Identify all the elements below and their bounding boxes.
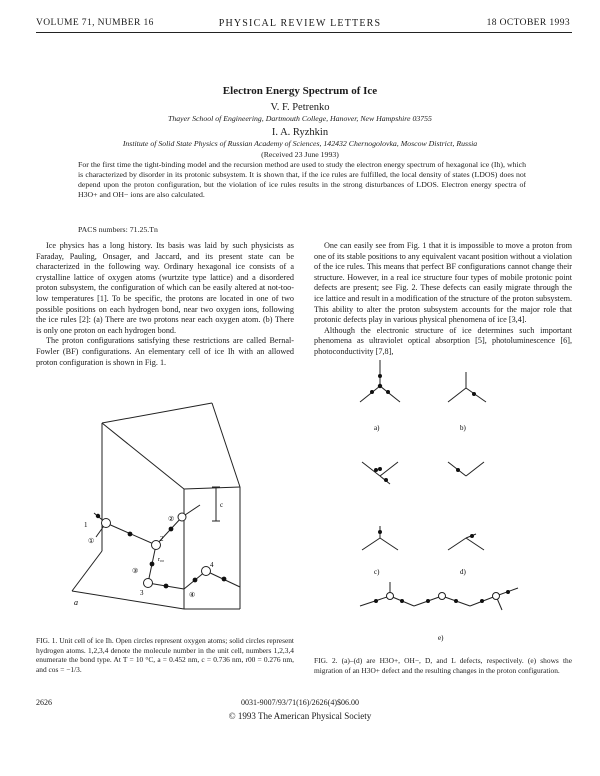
hydrogen-atom [150,562,155,567]
oxygen-atom [387,593,394,600]
panel-label: c) [374,568,380,576]
hydrogen-atom [378,530,382,534]
hydrogen-atom [384,478,388,482]
affiliation-2: Institute of Solid State Physics of Russian Academy of Sciences, 142432 Chernogolovka, Moscow District, Russia [122,139,478,148]
hydrogen-atom [378,467,382,471]
hydrogen-atom [164,584,169,589]
pacs-numbers: PACS numbers: 71.25.Tn [78,225,158,234]
label-r00: r₀₀ [158,557,165,563]
author-1: V. F. Petrenko [270,102,330,113]
abstract: For the first time the tight-binding model and the recursion method are used to study the electron energy spectrum of hexagonal ice (Ih), which is characterized by disorder in its protonic subsystem. It is shown that, if the ice rules are fulfilled, the local density of states (LDOS) does not depend upon the proton configuration, but the violation of ice rules results in the strong disturbances of LDOS. Electron energy spectra of H3O+ and OH− ions are also calculated. [78,160,526,199]
bond-label: ④ [189,591,196,599]
figure-2-defects [330,352,560,650]
left-column-text [36,241,294,368]
figure-1-caption: FIG. 1. Unit cell of ice Ih. Open circles represent oxygen atoms; solid circles represent hydrogen atoms. 1,2,3,4 denote the molecule number in the unit cell, numbers 1,2,3,4 enumerate the bond type. At T = 10 °C, a = 0.452 nm, c = 0.736 nm, r00 = 0.276 nm, and cos = −1/3. [36,636,294,674]
affiliation-1: Thayer School of Engineering, Dartmouth College, Hanover, New Hampshire 03755 [168,114,432,123]
volume-number: VOLUME 71, NUMBER 16 [36,18,154,28]
panel-label: a) [374,424,380,432]
label-c: c [220,501,224,509]
right-column-text [314,241,572,358]
issue-date: 18 OCTOBER 1993 [486,18,570,28]
hydrogen-atom [470,534,474,538]
hydrogen-atom [426,599,430,603]
hydrogen-atom [374,599,378,603]
paragraph: One can easily see from Fig. 1 that it is impossible to move a proton from one of its stable positions to any equivalent vacant position without a violation of the ice rules. This means that perfect BF configurations cannot change their structure. However, in a real ice structure four types of mobile protonic point defects are present; see Fig. 2. These defects can easily migrate through the ice lattice and result in a modification of the structure of the proton subsystem. This ability to alter the proton subsystem accounts for the major role that protonic defects play in various physical phenomena of ice [3,4]. [314,241,572,325]
author-2: I. A. Ryzhkin [271,127,329,138]
panel-label: d) [460,568,466,576]
hydrogen-atom [400,599,404,603]
paragraph: Ice physics has a long history. Its basis was laid by such physicists as Faraday, Pauling, Onsager, and Jaccard, and its present state can be characterized in the following way. Ordinary hexagonal ice consists of a crystalline lattice of oxygen atoms (wurtzite type lattice) and a disordered proton subsystem, the configuration of which can be easily altered at not-too-low temperatures [1]. To be specific, the protons are located in one of two possible positions on each hydrogen bond, near two oxygen ions, following the ice rules [2]: (a) There are two protons near each oxygen atom. (b) There is only one proton on each hydrogen bond. [36,241,294,335]
hydrogen-atom [374,468,378,472]
molecule-label: 1 [84,521,88,529]
label-a: a [74,598,78,607]
hydrogen-atom [480,599,484,603]
hydrogen-atom [454,599,458,603]
paper-title: Electron Energy Spectrum of Ice [222,85,378,97]
hydrogen-atom [222,577,227,582]
received-date: (Received 23 June 1993) [261,150,339,159]
article-code: 0031-9007/93/71(16)/2626(4)$06.00 [241,698,359,707]
hydrogen-atom [378,374,382,378]
figure-2-caption: FIG. 2. (a)–(d) are H3O+, OH−, D, and L defects, respectively. (e) shows the migration of an H3O+ defect and the resulting changes in the proton configuration. [314,656,572,675]
hydrogen-atom [193,578,198,583]
figure-1-unit-cell [44,395,294,627]
hydrogen-atom [370,390,374,394]
oxygen-atom [102,519,111,528]
hydrogen-atom [386,390,390,394]
molecule-label: 2 [160,535,164,543]
hydrogen-atom [506,590,510,594]
panel-label: e) [438,634,444,642]
molecule-label: 4 [210,561,214,569]
hydrogen-atom [169,527,174,532]
oxygen-atom [178,513,186,521]
journal-name: PHYSICAL REVIEW LETTERS [218,18,382,29]
hydrogen-atom [128,532,133,537]
paragraph: Although the electronic structure of ice determines such important phenomena as ultraviolet optical absorption [5], photoluminescence [6], photoconductivity [7,8], [314,325,572,356]
hydrogen-atom [472,392,476,396]
molecule-label: 3 [140,589,144,597]
paragraph: The proton configurations satisfying these restrictions are called Bernal-Fowler (BF) configurations. An elementary cell of ice Ih with an allowed proton configuration is shown in Fig. 1. [36,336,294,367]
bond-label: ③ [132,567,139,575]
hydrogen-atom [378,384,382,388]
copyright: © 1993 The American Physical Society [228,711,372,721]
hydrogen-atom [456,468,460,472]
bond-label: ① [88,537,95,545]
header-rule [36,32,572,33]
hydrogen-atom [96,514,100,518]
oxygen-atom [439,593,446,600]
oxygen-atom [493,593,500,600]
oxygen-atom [144,579,153,588]
page-number: 2626 [36,698,52,707]
panel-label: b) [460,424,466,432]
bond-label: ② [168,515,175,523]
